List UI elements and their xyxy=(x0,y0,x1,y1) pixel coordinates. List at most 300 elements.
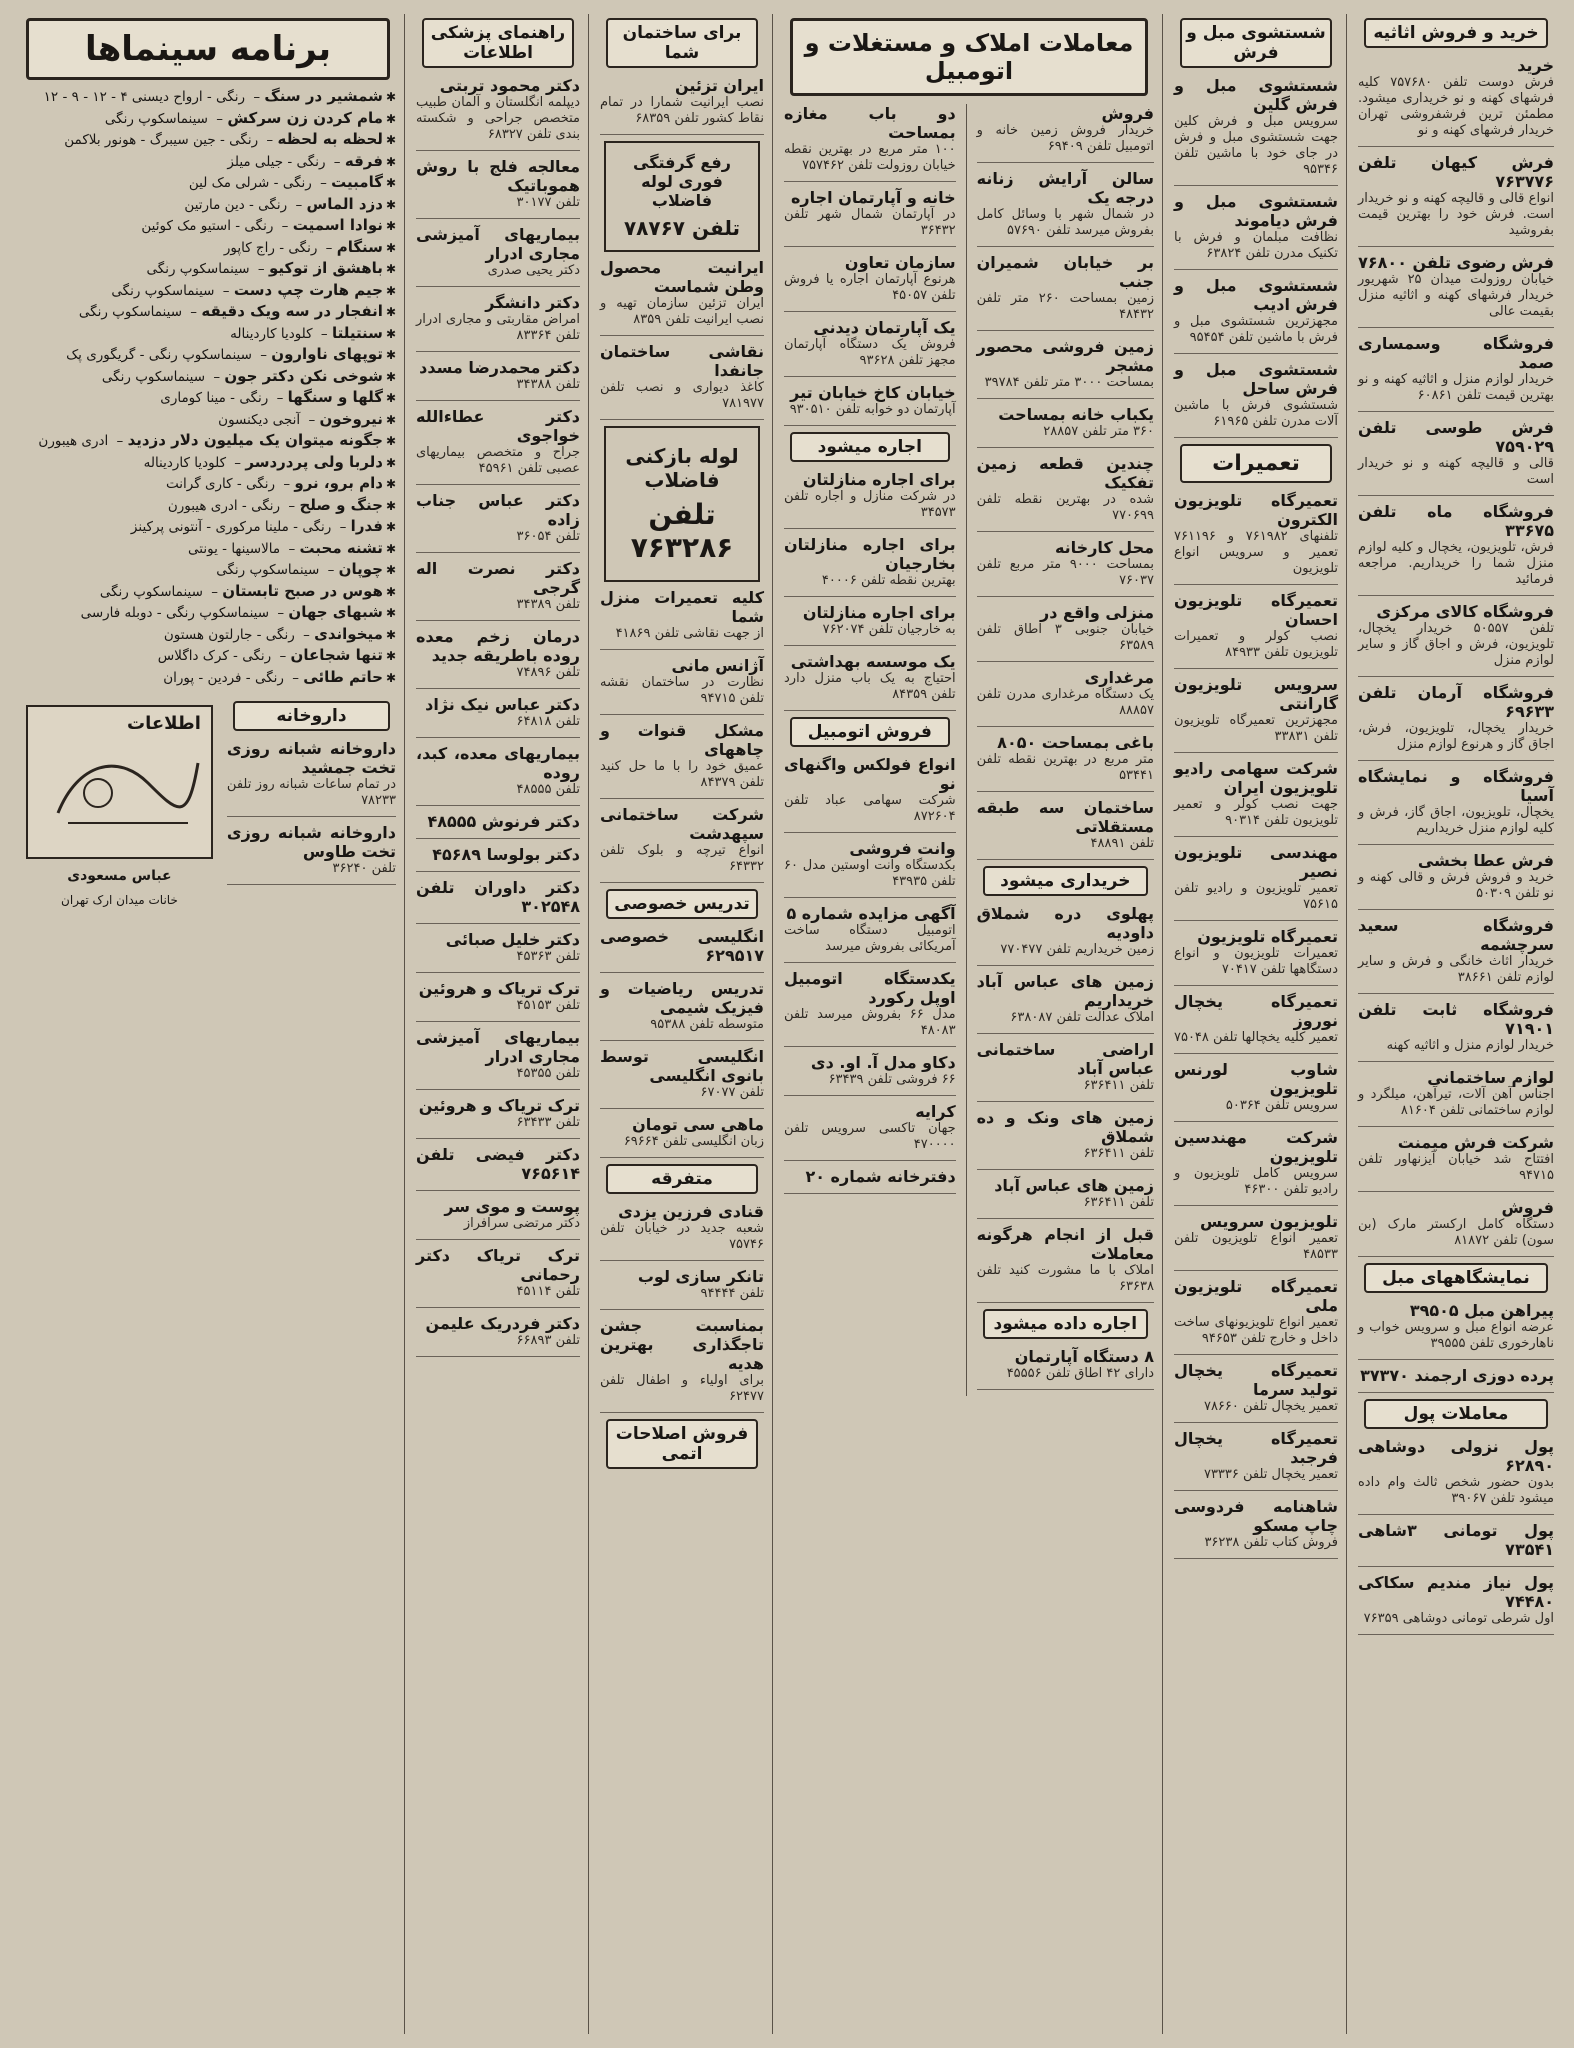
classified-ad xyxy=(416,491,580,545)
ad-body: تلفن ۴۸۵۵۵ xyxy=(516,782,580,797)
classified-ad xyxy=(977,337,1154,391)
publisher-address: خانات میدان ارک تهران xyxy=(61,893,178,907)
ad-body: تلفن ۹۴۴۴۴ xyxy=(700,1286,764,1301)
ad-body: تلفن ۶۳۶۴۱۱ xyxy=(1083,1195,1154,1210)
ad-body: شعبه جدید در خیابان تلفن ۷۵۷۴۶ xyxy=(600,1221,764,1252)
classified-ad xyxy=(977,169,1154,239)
ad-title: زمین های ونک و ده شملاق xyxy=(976,1108,1154,1146)
classified-ad xyxy=(1358,1198,1554,1249)
drain-cleaning-ad xyxy=(604,141,760,252)
pharmacy-box xyxy=(227,697,396,909)
ad-separator xyxy=(784,376,956,377)
bullet-star-icon: ✱ xyxy=(385,283,396,298)
ad-body: دکتر مرتضی سرافراز xyxy=(463,1216,580,1231)
ad-body: ۶۶ فروشی تلفن ۶۳۴۳۹ xyxy=(828,1072,956,1087)
ad-title: برای اجاره منازلتان xyxy=(802,603,956,622)
film-details: رنگی - جین سیبرگ - هونور بلاکمن xyxy=(64,132,259,148)
ad-separator xyxy=(600,134,764,135)
ad-separator xyxy=(1174,1270,1338,1271)
ad-title: انگلیسی خصوصی ۶۲۹۵۱۷ xyxy=(600,927,764,965)
ad-body: بکدستگاه وانت اوستین مدل ۶۰ تلفن ۴۳۹۳۵ xyxy=(784,858,956,889)
ad-body: زبان انگلیسی تلفن ۶۹۶۶۴ xyxy=(623,1134,764,1149)
classified-ad xyxy=(977,733,1154,784)
ad-title: داروخانه شبانه روزی تخت جمشید xyxy=(226,739,396,777)
ad-body: ایران تزئین سازمان تهیه و نصب ایرانیت تلفن ۸۳۵۹ xyxy=(600,296,764,327)
ad-separator xyxy=(600,649,764,650)
ad-separator xyxy=(1174,353,1338,354)
ad-title: شرکت مهندسین تلویزیون xyxy=(1174,1128,1338,1166)
film-title: نیروخون xyxy=(319,409,383,428)
ad-separator xyxy=(784,425,956,426)
section-header-real-estate: معاملات املاک و مستغلات و اتومبیل xyxy=(790,18,1148,96)
bullet-star-icon: ✱ xyxy=(385,498,396,513)
classified-ad xyxy=(1358,253,1554,320)
film-title: لحظه به لحظه xyxy=(277,130,383,148)
film-details: سینماسکوپ رنگی - دوبله فارسی xyxy=(80,605,270,621)
ad-separator xyxy=(1358,1191,1554,1192)
ad-body: فروش یک دستگاه آپارتمان مجهز تلفن ۹۳۶۲۸ xyxy=(784,337,956,368)
classified-ad xyxy=(416,407,580,477)
ad-separator xyxy=(416,286,580,287)
classified-ad xyxy=(784,839,956,890)
ad-body: نصب ایرانیت شمارا در تمام نقاط کشور تلفن ۶۸۳۵۹ xyxy=(600,95,764,126)
section-header-cinema: برنامه سینماها xyxy=(26,18,390,80)
classified-ad xyxy=(1358,683,1554,753)
ad-title: پیراهن مبل ۳۹۵۰۵ xyxy=(1409,1301,1554,1320)
bullet-star-icon: ✱ xyxy=(385,649,396,663)
ad-body: تلفن ۴۵۱۵۳ xyxy=(516,998,580,1013)
classified-ad xyxy=(600,1316,764,1405)
ad-body: شرکت سهامی عباد تلفن ۸۷۲۶۰۴ xyxy=(784,793,956,824)
ad-title: زمین فروشی محصور مشجر xyxy=(976,337,1154,375)
classified-ad xyxy=(977,253,1154,323)
film-title: گلها و سنگها xyxy=(287,388,383,406)
ad-body: زمین خریداریم تلفن ۷۷۰۴۷۷ xyxy=(1000,942,1154,957)
ad-separator xyxy=(784,1046,956,1047)
film-title: دزد الماس xyxy=(306,194,383,213)
ad-separator xyxy=(784,246,956,247)
ad-separator xyxy=(227,816,396,817)
ad-body: سرویس تلفن ۵۰۳۶۴ xyxy=(1225,1098,1338,1113)
ad-separator xyxy=(1174,1205,1338,1206)
ad-body: فرش دوست تلفن ۷۵۷۶۸۰ کلیه فرشهای کهنه و نو خریداری میشود. مطمئن ترین فرشفروشی تهران خریدار فرشهای کهنه و نو xyxy=(1358,75,1554,138)
ad-body: سرویس مبل و فرش کلین جهت شستشوی مبل و فرش در جای خود با ماشین تلفن ۹۵۳۴۶ xyxy=(1174,114,1338,177)
ad-separator xyxy=(977,162,1154,163)
ad-title: پوست و موی سر xyxy=(444,1197,580,1216)
classified-ad xyxy=(600,588,764,642)
cinema-listing: ✱نوادا اسمیت – رنگی - استیو مک کوئین xyxy=(141,216,396,234)
classified-ad xyxy=(1174,759,1338,829)
ad-title: ماهی سی تومان xyxy=(632,1115,764,1134)
classified-ad xyxy=(784,1167,956,1186)
ad-body: کاغذ دیواری و نصب تلفن ۷۸۱۹۷۷ xyxy=(600,380,764,411)
ad-body: خیابان جنوبی ۳ اطاق تلفن ۶۳۵۸۹ xyxy=(976,622,1154,653)
film-details: رنگی - مینا کوماری xyxy=(160,390,269,406)
cinema-listing: ✱انفجار در سه ویک دقیقه – سینماسکوپ رنگی xyxy=(78,302,396,320)
classified-ad xyxy=(416,979,580,1014)
bullet-star-icon: ✱ xyxy=(385,176,396,190)
ad-separator xyxy=(1174,985,1338,986)
ad-title: دکتر عباس نیک نژاد xyxy=(425,695,580,714)
pipe-ad-phone: تلفن ۷۶۳۲۸۶ xyxy=(630,498,734,564)
ad-separator xyxy=(416,400,580,401)
ad-body: در شرکت منازل و اجاره تلفن ۳۴۵۷۳ xyxy=(784,489,956,520)
ad-body: تعمیر تلویزیون و رادیو تلفن ۷۵۶۱۵ xyxy=(1174,881,1338,912)
column-divider xyxy=(404,14,405,2034)
classified-ad xyxy=(1174,843,1338,913)
film-title: مام کردن زن سرکش xyxy=(227,108,383,127)
ad-body: بدون حضور شخص ثالث وام داده میشود تلفن ۳۹۰۶۷ xyxy=(1358,1475,1554,1506)
ad-separator xyxy=(416,351,580,352)
ad-title: ساختمان سه طبقه مستقلاتی xyxy=(976,798,1154,836)
publisher-box xyxy=(20,697,219,909)
cinema-listing: ✱گامبیت – رنگی - شرلی مک لین xyxy=(188,173,396,191)
film-title: دلربا ولی پردردسر xyxy=(245,452,383,471)
classified-ad xyxy=(1174,1497,1338,1551)
column-divider xyxy=(1346,14,1347,2034)
ad-separator xyxy=(416,1021,580,1022)
classified-ad xyxy=(416,845,580,864)
ad-title: دکتر بولوسا ۴۵۶۸۹ xyxy=(432,845,580,864)
classified-ad xyxy=(1358,1000,1554,1054)
ad-separator xyxy=(1174,1558,1338,1559)
ad-body: تلفن ۶۴۸۱۸ xyxy=(516,714,580,729)
section-header-money: معاملات پول xyxy=(1364,1399,1548,1429)
ad-title: دکتر عباس جناب زاده xyxy=(416,491,580,529)
ad-separator xyxy=(416,150,580,151)
ad-title: پول تومانی ۳شاهی ۷۳۵۴۱ xyxy=(1358,1521,1554,1559)
classified-ad xyxy=(416,1145,580,1183)
ad-body: قالی و قالیچه کهنه و نو خریدار است xyxy=(1358,456,1554,487)
ad-body: دستگاه کامل ارکستر مارک (بن سون) تلفن ۸۱۸۷۲ xyxy=(1358,1217,1554,1248)
cinema-listing: ✱دام برو، نرو – رنگی - کاری گرانت xyxy=(166,474,396,492)
ad-body: در شمال شهر با وسائل کامل بفروش میرسد تلفن ۵۷۶۹۰ xyxy=(976,207,1154,238)
real-estate-right-subcolumn xyxy=(977,104,1154,1396)
classified-ad xyxy=(1358,1437,1554,1507)
ad-separator xyxy=(1174,1053,1338,1054)
ad-separator xyxy=(1174,1490,1338,1491)
film-title: چوپان xyxy=(338,560,383,578)
cinema-listing: ✱دزد الماس – رنگی - دین مارتین xyxy=(184,194,396,213)
ad-title: شستشوی مبل و فرش دیاموند xyxy=(1174,192,1338,230)
ad-body: تلفن ۴۵۳۵۵ xyxy=(516,1066,580,1081)
film-details: رنگی - ملینا مرکوری - آنتونی پرکینز xyxy=(130,519,332,535)
ad-body: احتیاج به یک باب منزل دارد تلفن ۸۴۳۵۹ xyxy=(784,671,956,702)
ad-body: شستشوی فرش با ماشین آلات مدرن تلفن ۶۱۹۶۵ xyxy=(1174,398,1338,429)
cinema-listing: ✱شبهای جهان – سینماسکوپ رنگی - دوبله فارسی xyxy=(80,603,396,621)
bullet-star-icon: ✱ xyxy=(385,326,396,341)
film-details: سینماسکوپ رنگی xyxy=(78,304,183,320)
classified-ad xyxy=(416,744,580,798)
bullet-star-icon: ✱ xyxy=(385,455,396,470)
film-details: مالاسینها - یونتی xyxy=(188,540,281,557)
bullet-star-icon: ✱ xyxy=(385,219,396,233)
classified-ad xyxy=(784,535,956,589)
classified-ad xyxy=(1174,1212,1338,1263)
film-title: انفجار در سه ویک دقیقه xyxy=(201,302,383,320)
ad-title: دکتر دانشگر xyxy=(485,293,580,312)
film-title: شوخی نکن دکتر جون xyxy=(224,366,383,385)
ad-separator xyxy=(784,897,956,898)
ad-separator xyxy=(1358,844,1554,845)
logo-ornament-icon xyxy=(38,723,208,843)
classified-ad xyxy=(1358,767,1554,837)
classified-ad xyxy=(1174,675,1338,745)
ad-separator xyxy=(977,1033,1154,1034)
cinema-listing: ✱هوس در صبح تابستان – سینماسکوپ رنگی xyxy=(99,581,396,600)
classified-ad xyxy=(1358,56,1554,139)
ad-separator xyxy=(784,1193,956,1194)
section-header-furniture-showroom: نمایشگاههای مبل xyxy=(1364,1263,1548,1293)
ad-separator xyxy=(1358,676,1554,677)
bullet-star-icon: ✱ xyxy=(385,154,396,169)
film-details: کلودیا کاردیناله xyxy=(143,454,227,471)
ad-separator xyxy=(1358,1061,1554,1062)
ad-separator xyxy=(1358,1256,1554,1257)
ad-separator xyxy=(1358,595,1554,596)
film-title: سنگام xyxy=(336,237,383,256)
ad-body: برای اولیاء و اطفال تلفن ۶۲۴۷۷ xyxy=(600,1373,764,1404)
ad-body: امراض مقاربتی و مجاری ادرار تلفن ۸۳۳۶۴ xyxy=(416,312,580,343)
cinema-listing: ✱لحظه به لحظه – رنگی - جین سیبرگ - هونور بلاکمن xyxy=(64,130,396,148)
film-title: حاتم طائی xyxy=(303,667,383,686)
cinema-listing: ✱جیم هارت چپ دست – سینماسکوپ رنگی xyxy=(111,280,396,299)
classified-ad xyxy=(977,798,1154,852)
ad-body: اجناس آهن آلات، تیرآهن، میلگرد و لوازم ساختمانی تلفن ۸۱۶۰۴ xyxy=(1358,1087,1554,1118)
cinema-listing: ✱فرقه – رنگی - جیلی میلز xyxy=(227,151,396,170)
classified-ad xyxy=(784,904,956,955)
classified-ad xyxy=(1174,927,1338,978)
ad-body: افتتاح شد خیابان آیزنهاور تلفن ۹۴۷۱۵ xyxy=(1358,1152,1554,1183)
ad-body: متوسطه تلفن ۹۵۳۸۸ xyxy=(650,1017,764,1032)
classified-ad xyxy=(1174,1277,1338,1347)
ad-title: یکدستگاه اتومبیل اوپل رکورد xyxy=(784,969,956,1007)
ad-separator xyxy=(977,726,1154,727)
ad-body: یک دستگاه مرغداری مدرن تلفن ۸۸۸۵۷ xyxy=(976,687,1154,718)
ad-title: ایران تزئین xyxy=(674,76,764,95)
ad-separator xyxy=(784,181,956,182)
ad-title: دکتر خلیل صبائی xyxy=(445,930,580,949)
ad-separator xyxy=(600,1108,764,1109)
classified-ad xyxy=(227,823,396,877)
ad-separator xyxy=(416,972,580,973)
ad-body: تلفن ۵۰۵۵۷ خریدار یخچال، تلویزیون، فرش و اجاق گاز و سایر لوازم منزل xyxy=(1358,621,1555,668)
classified-ad xyxy=(784,652,956,703)
ad-title: دکتر فردریک علیمن xyxy=(425,1314,580,1333)
section-header-rental: اجاره میشود xyxy=(790,432,950,462)
classified-ad xyxy=(416,76,580,143)
ad-title: محل کارخانه xyxy=(1054,538,1154,557)
ad-body: دیپلمه انگلستان و آلمان طبیب متخصص جراحی و شکسته بندی تلفن ۶۸۳۲۷ xyxy=(416,95,580,142)
ad-separator xyxy=(1358,1514,1554,1515)
ad-title: کرایه xyxy=(915,1102,956,1121)
ad-separator xyxy=(600,1260,764,1261)
ad-body: تلفن ۴۸۸۹۱ xyxy=(1090,836,1154,851)
ad-separator xyxy=(1174,1422,1338,1423)
ad-body: نظارت در ساختمان نقشه تلفن ۹۴۷۱۵ xyxy=(600,675,764,706)
bullet-star-icon: ✱ xyxy=(385,563,396,577)
section-header-repairs: تعمیرات xyxy=(1180,444,1332,483)
ad-separator xyxy=(1174,920,1338,921)
ad-separator xyxy=(416,1190,580,1191)
ad-body: تلفن ۶۳۶۴۱۱ xyxy=(1083,1078,1154,1093)
classified-ad xyxy=(1358,1301,1554,1352)
ad-title: خانه و آپارتمان اجاره xyxy=(790,188,956,207)
bullet-star-icon: ✱ xyxy=(385,90,396,104)
classified-ad xyxy=(1174,76,1338,178)
ad-body: بمساحت ۹۰۰۰ متر مربع تلفن ۷۶۰۳۷ xyxy=(976,557,1154,588)
ad-separator xyxy=(977,1302,1154,1303)
bullet-star-icon: ✱ xyxy=(385,584,396,599)
ad-separator xyxy=(1174,269,1338,270)
ad-title: پول نزولی دوشاهی ۶۲۸۹۰ xyxy=(1358,1437,1554,1475)
ad-body: انواع تیرچه و بلوک تلفن ۶۴۳۳۲ xyxy=(600,843,764,874)
ad-title: ترک تریاک و هروئین xyxy=(418,1096,580,1115)
film-details: رنگی - شرلی مک لین xyxy=(188,175,312,191)
section-header-furniture: خرید و فروش اثاثیه xyxy=(1364,18,1548,48)
cinema-listing: ✱حاتم طائی – رنگی - فردین - پوران xyxy=(163,667,396,686)
ad-body: تلفن ۷۴۸۹۶ xyxy=(516,665,580,680)
ad-separator xyxy=(600,1040,764,1041)
ad-body: اتومبیل دستگاه ساخت آمریکائی بفروش میرسد xyxy=(784,923,956,954)
showroom-list xyxy=(1358,1301,1554,1393)
cinema-listing: ✱جگونه میتوان یک میلیون دلار دزدید – ادری هیبورن xyxy=(38,431,396,449)
ad-body: عمیق خود را با ما حل کنید تلفن ۸۴۳۷۹ xyxy=(600,759,764,790)
classified-ad xyxy=(1174,192,1338,262)
classified-ad xyxy=(416,1096,580,1131)
publisher-name: عباس مسعودی xyxy=(67,868,172,884)
ad-title: فروشگاه و نمایشگاه آسیا xyxy=(1358,767,1554,805)
film-title: جنگ و صلح xyxy=(299,495,383,514)
bullet-star-icon: ✱ xyxy=(385,520,396,534)
ad-body: تلفن ۶۶۸۹۳ xyxy=(516,1333,580,1348)
ad-separator xyxy=(977,596,1154,597)
real-estate-left-subcolumn xyxy=(784,104,956,1396)
film-title: تنها شجاعان xyxy=(290,646,383,664)
ad-separator xyxy=(784,1095,956,1096)
ad-body: زمین بمساحت ۲۶۰ متر تلفن ۴۸۴۳۲ xyxy=(976,291,1154,322)
classified-ad xyxy=(784,253,956,304)
ad-separator xyxy=(1358,760,1554,761)
classified-ad xyxy=(784,383,956,418)
cinema-listing: ✱تنها شجاعان – رنگی - کرک داگلاس xyxy=(157,646,396,664)
film-title: میخواندی xyxy=(314,624,383,643)
bullet-star-icon: ✱ xyxy=(385,305,396,319)
classified-ad xyxy=(784,188,956,239)
ad-title: انگلیسی توسط بانوی انگلیسی xyxy=(600,1047,764,1085)
ad-title: شاهنامه فردوسی چاپ مسکو xyxy=(1174,1497,1338,1535)
classified-ad xyxy=(416,812,580,831)
film-title: توپهای ناوارون xyxy=(271,345,383,363)
money-list xyxy=(1358,1437,1554,1635)
subcolumn-divider xyxy=(966,104,967,1396)
classified-ad xyxy=(977,904,1154,958)
film-details: رنگی - دین مارتین xyxy=(184,196,288,213)
ad-title: آژانس مانی xyxy=(671,656,764,675)
ad-title: یک موسسه بهداشتی xyxy=(790,652,956,671)
cinema-listing: ✱جنگ و صلح – رنگی - ادری هیبورن xyxy=(167,495,396,514)
ad-body: خریدار اثاث خانگی و فرش و سایر لوازم تلفن ۳۸۶۶۱ xyxy=(1358,954,1554,985)
ad-separator xyxy=(977,661,1154,662)
film-title: شبهای جهان xyxy=(288,603,383,621)
film-details: کلودیا کاردیناله xyxy=(230,325,313,342)
column-building xyxy=(592,14,772,2034)
cinema-listing: ✱دلربا ولی پردردسر – کلودیا کاردیناله xyxy=(143,452,396,471)
ad-title: فروشگاه وسمساری صمد xyxy=(1358,334,1554,372)
classified-ad xyxy=(1174,360,1338,430)
ad-separator xyxy=(416,838,580,839)
ad-title: ایرانیت محصول وطن شماست xyxy=(600,258,764,296)
ad-title: مشکل قنوات و چاههای xyxy=(600,721,764,759)
ad-title: زمین های عباس آباد خریداریم xyxy=(976,972,1154,1010)
ad-separator xyxy=(416,923,580,924)
ad-separator xyxy=(784,710,956,711)
ad-separator xyxy=(1358,909,1554,910)
ad-title: انواع فولکس واگنهای نو xyxy=(784,755,956,793)
bullet-star-icon: ✱ xyxy=(385,240,396,255)
pipe-ad-text: لوله بازکنی فاضلاب xyxy=(625,444,739,492)
ad-separator xyxy=(977,791,1154,792)
cinema-listing: ✱میخواندی – رنگی - جارلتون هستون xyxy=(163,624,396,643)
ad-title: خرید xyxy=(1517,56,1554,75)
classified-ad xyxy=(977,1225,1154,1295)
section-header-car-sale: فروش اتومبیل xyxy=(790,717,950,747)
drain-ad-phone: تلفن ۷۸۷۶۷ xyxy=(623,216,741,240)
ad-title: کلیه تعمیرات منزل شما xyxy=(600,588,764,626)
classified-ad xyxy=(1174,1128,1338,1198)
ad-separator xyxy=(784,528,956,529)
ad-title: تعمیرگاه تلویزیون احسان xyxy=(1174,591,1338,629)
ad-title: قنادی فرزین یزدی xyxy=(618,1202,764,1221)
classified-ad xyxy=(784,1102,956,1153)
ad-title: فروش xyxy=(1101,104,1154,123)
classified-ad xyxy=(416,627,580,681)
bullet-star-icon: ✱ xyxy=(385,262,396,276)
ad-body: مجهزترین شستشوی مبل و فرش با ماشین تلفن ۹۵۴۵۴ xyxy=(1174,314,1338,345)
ad-title: بیماریهای معده، کبد، روده xyxy=(416,744,580,782)
ad-title: دکتر فرنوش ۴۸۵۵۵ xyxy=(427,812,580,831)
classified-ad xyxy=(600,342,764,412)
cinema-footer xyxy=(20,697,396,909)
repairs-list xyxy=(1174,491,1338,1559)
classified-ad xyxy=(1174,992,1338,1046)
film-title: فرقه xyxy=(344,151,383,170)
film-details: سینماسکوپ رنگی - گریگوری پک xyxy=(66,347,252,363)
ad-separator xyxy=(977,398,1154,399)
classified-ad xyxy=(1174,591,1338,661)
ad-title: شرکت فرش میمنت xyxy=(1397,1133,1554,1152)
classified-ad xyxy=(1174,276,1338,346)
ad-body: خرید و فروش فرش و قالی کهنه و نو تلفن ۵۰۳۰۹ xyxy=(1358,870,1554,901)
ad-title: تعمیرگاه یخچال فرجبد xyxy=(1174,1429,1338,1467)
film-details: سینماسکوپ رنگی xyxy=(146,261,250,277)
ad-body: تلفنهای ۷۶۱۹۸۲ و ۷۶۱۱۹۶ تعمیر و سرویس انواع تلویزیون xyxy=(1174,529,1339,576)
ad-title: فرش کیهان تلفن ۷۶۳۷۷۶ xyxy=(1358,153,1554,191)
classified-ad xyxy=(784,470,956,521)
ad-title: ترک تریاک دکتر رحمانی xyxy=(416,1246,580,1284)
bullet-star-icon: ✱ xyxy=(385,434,396,448)
section-header-misc: متفرقه xyxy=(606,1164,758,1194)
film-details: رنگی - استیو مک کوئین xyxy=(141,218,274,234)
classified-ad xyxy=(1358,1133,1554,1184)
ad-separator xyxy=(1358,146,1554,147)
ad-separator xyxy=(784,962,956,963)
ad-title: شرکت ساختمانی سپهدشت xyxy=(600,805,764,843)
bullet-star-icon: ✱ xyxy=(385,477,396,491)
ad-title: منزلی واقع در xyxy=(1040,603,1154,622)
classified-ad xyxy=(600,1202,764,1253)
film-title: شمشیر در سنگ xyxy=(264,87,383,105)
